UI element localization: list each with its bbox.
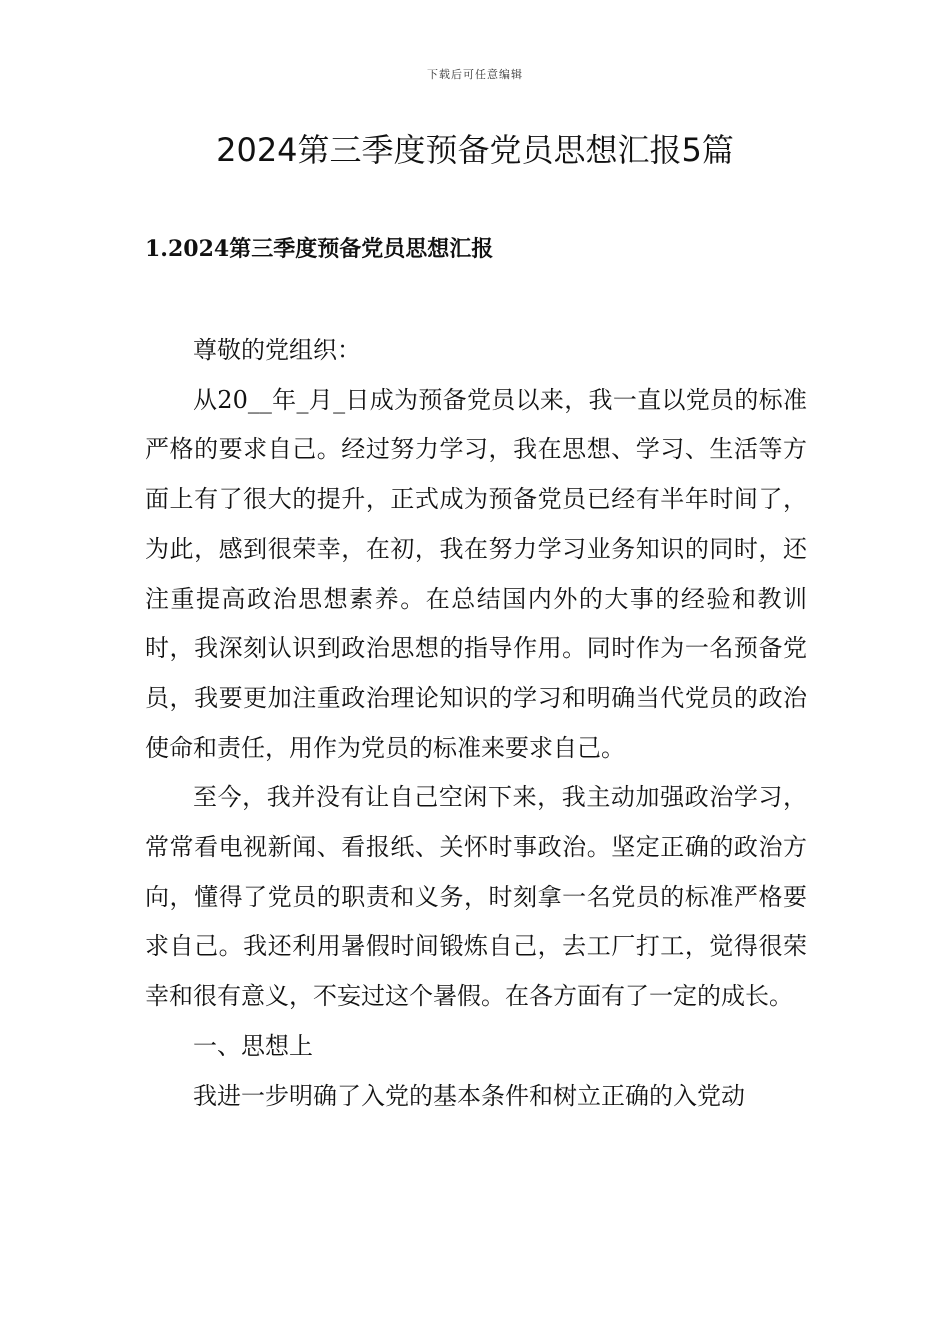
body-paragraph: 从20__年_月_日成为预备党员以来，我一直以党员的标准严格的要求自己。经过努力学习，我在思想、学习、生活等方面上有了很大的提升，正式成为预备党员已经有半年时间了，为此，感到很荣幸，在初，我在努力学习业务知识的同时，还注重提高政治思想素养。在总结国内外的大事的经验和教训时，我深刻认识到政治思想的指导作用。同时作为一名预备党员，我要更加注重政治理论知识的学习和明确当代党员的政治使命和责任，用作为党员的标准来要求自己。 <box>145 385 807 762</box>
body-paragraph: 至今，我并没有让自己空闲下来，我主动加强政治学习，常常看电视新闻、看报纸、关怀时事政治。坚定正确的政治方向，懂得了党员的职责和义务，时刻拿一名党员的标准严格要求自己。我还利用暑假时间锻炼自己，去工厂打工，觉得很荣幸和很有意义，不妄过这个暑假。在各方面有了一定的成长。 <box>145 783 807 1011</box>
subheading: 一、思想上 <box>193 1031 313 1060</box>
section-title: 1.2024第三季度预备党员思想汇报 <box>145 236 494 262</box>
document-title: 2024第三季度预备党员思想汇报5篇 <box>216 131 734 169</box>
salutation: 尊敬的党组织： <box>193 336 361 364</box>
body-paragraph: 我进一步明确了入党的基本条件和树立正确的入党动 <box>193 1081 745 1110</box>
document-body <box>145 326 807 1121</box>
header-note: 下载后可任意编辑 <box>427 68 523 81</box>
